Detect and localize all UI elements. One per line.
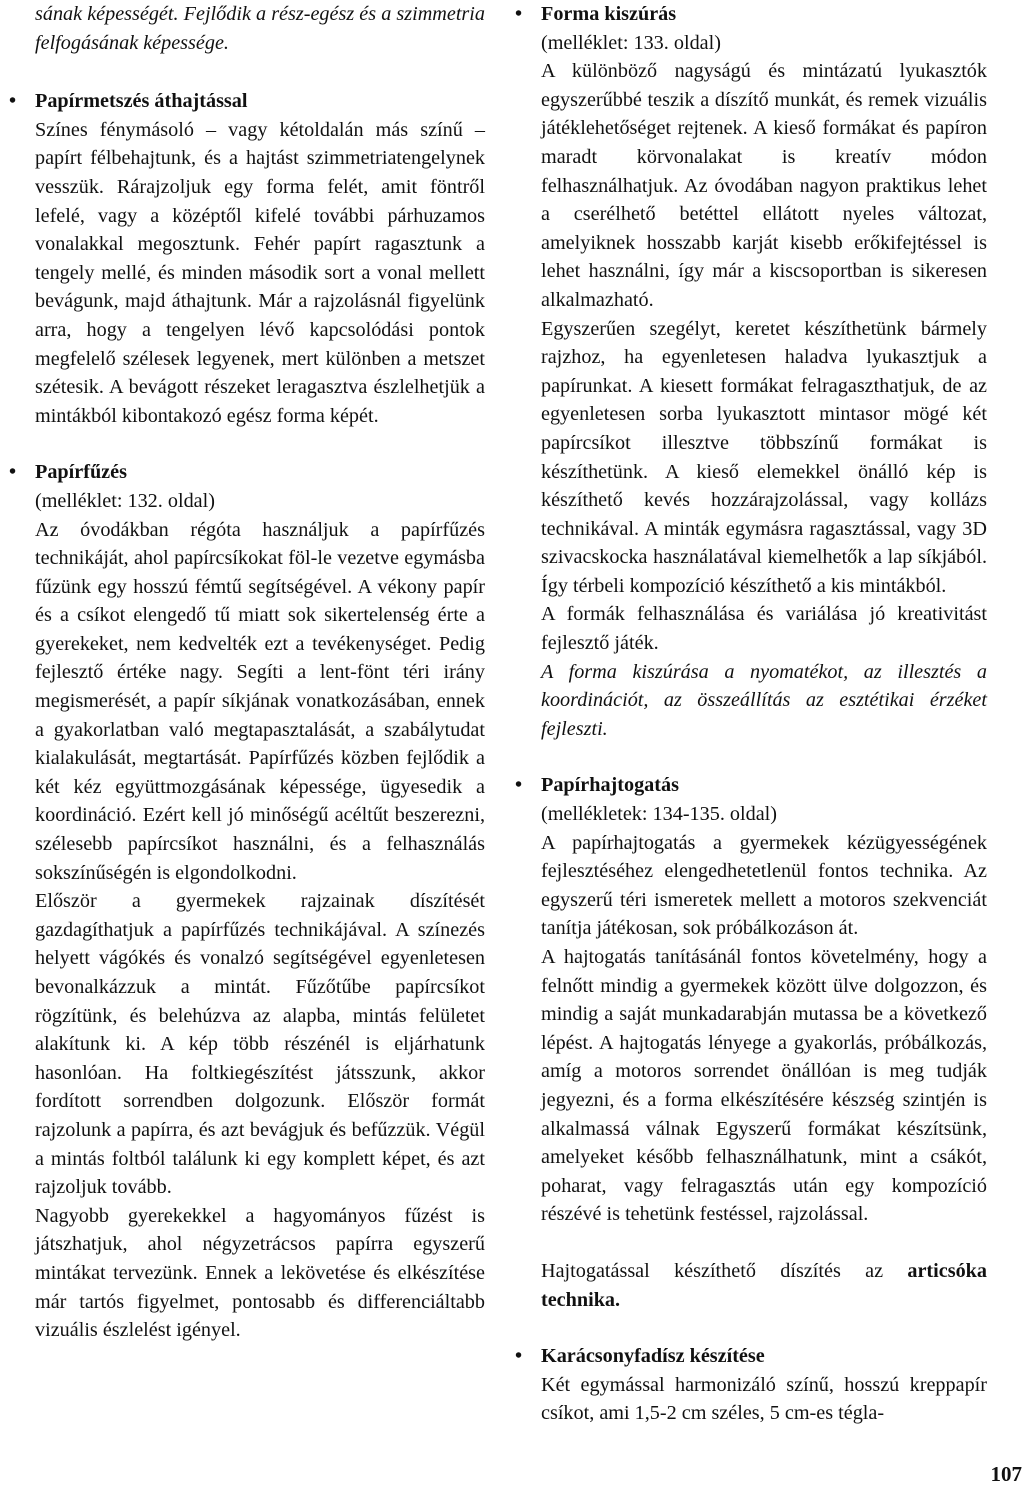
section-title-papirmetszes: Papírmetszés áthajtással [35, 90, 248, 113]
right-column [515, 0, 987, 1428]
intro-italic-text: sának képességét. Fejlődik a rész-egész és a szimmetria felfogásának képessége. [35, 3, 485, 54]
section-karacsonyfadisz [515, 1342, 987, 1428]
paragraph: Egyszerűen szegélyt, keretet készíthetünk bármely rajzhoz, ha egyenletesen haladva lyukasztjuk a papírunkat. A kiesett formákat felragaszthatjuk, de az egyenletesen sorba lyukasztott mintasor mögé két papírcsíkot illesztve többszínű formákat is készíthetünk. A kieső elemekkel önálló kép is készíthető kevés hozzárajzolással, vagy kollázs technikával. A minták egymásra ragasztással, vagy 3D szivacskocka használatával kiemelhetők a lap síkjából. Így térbeli kompozíció készíthető a kis mintákból. [541, 317, 987, 597]
paragraph: Az óvodákban régóta használjuk a papírfűzés technikáját, ahol papírcsíkokat föl-le vezetve egymásba fűzünk egy hosszú fémtű segítségével. A vékony papír és a csíkot elengedő tű miatt sok sikertelenség érte a gyerekeket, nem kedvelték ezt a tevékenységet. Pedig fejlesztő értéke nagy. Segíti a lent-fönt téri irány megismerését, a papír síkjának vonatkozásában, ennek a gyakorlatban való megtapasztalását, a szabálytudat kialakulását, megtartását. Papírfűzés közben fejlődik a két kéz együttmozgásának képessége, ügyesedik a koordináció. Ezért kell jó minőségű acéltűt beszerezni, szélesebb papírcsíkot használni, és a felhasználás sokszínűségén is elgondolkodni. [35, 518, 485, 884]
paragraph: A hajtogatás tanításánál fontos követelmény, hogy a felnőtt mindig a gyermekek között ülve dolgozzon, és mindig a saját munkadarabján mutassa be a következő lépést. A hajtogatás lényege a gyakorlás, próbálkozás, amíg a motoros sorrendet önállóan is meg tudják jegyezni, és a forma elkészítésére készség szintjén is alkalmassá válnak Egyszerű formákat készítsünk, amelyeket később felhasználhatunk, mint a csákót, poharat, vagy felragasztás után egy kompozíció részévé is tehetünk festéssel, rajzolással. [541, 946, 987, 1226]
section-body-papirmetszes: Színes fénymásoló – vagy kétoldalán más színű – papírt félbehajtunk, és a hajtást szimmetriatengelynek vesszük. Rárajzoljuk egy forma felét, amit föntről lefelé, vagy a középtől kifelé további párhuzamos vonalakkal megosztunk. Fehér papírt ragasztunk a tengely mellé, és minden második sort a vonal mellett bevágunk, majd áthajtunk. Már a rajzolásnál figyelünk arra, hogy a tengelyen lévő kapcsolódási pontok megfelelő szélesek legyenek, mert különben a metszet szétesik. A bevágott részeket leragasztva észlelhetjük a mintákból kibontakozó egész forma képét. [35, 118, 485, 427]
left-column [9, 0, 485, 1345]
italic-summary: A forma kiszúrása a nyomatékot, az illesztés a koordinációt, az összeállítás az esztétikai érzéket fejleszti. [541, 660, 987, 740]
paragraph: A különböző nagyságú és mintázatú lyukasztók egyszerűbbé teszik a díszítő munkát, és remek vizuális játéklehetőséget rejtenek. A kieső formákat és papíron maradt körvonalakat is kreatív módon felhasználhatjuk. Az óvodában nagyon praktikus lehet a cserélhető betéttel ellátott nyeles változat, amelyiknek hosszabb karját kisebb erőkifejtéssel is lehet használni, így már a kiscsoportban is sikeresen alkalmazható. [541, 60, 987, 311]
paragraph: A formák felhasználása és variálása jó kreativitást fejlesztő játék. [541, 603, 987, 655]
paragraph-articsoka [541, 1257, 987, 1314]
section-forma-kiszuras [515, 0, 987, 743]
section-title-papirhajtogatas: Papírhajtogatás [541, 774, 679, 797]
section-ref-papirhajtogatas: (mellékletek: 134-135. oldal) [541, 803, 778, 826]
section-ref-papirfuzes: (melléklet: 132. oldal) [35, 489, 215, 512]
section-title-forma-kiszuras: Forma kiszúrás [541, 3, 677, 25]
section-papirhajtogatas [515, 771, 987, 1314]
paragraph: A papírhajtogatás a gyermekek kézügyességének fejlesztéséhez elengedhetetlenül fontos technika. Az egyszerű téri ismeretek mellett a motoros szekvenciát tanítja játékosan, sok próbálkozáson át. [541, 831, 987, 940]
paragraph: Két egymással harmonizáló színű, hosszú kreppapír csíkot, ami 1,5-2 cm széles, 5 cm-es tégla- [541, 1373, 987, 1425]
bullet-icon: • [9, 90, 17, 113]
paragraph: Először a gyermekek rajzainak díszítését gazdagíthatjuk a papírfűzés technikájával. A színezés helyett vágókés és vonalzó segítségével egyenletesen bevonalkázzuk a mintát. Fűzőtűbe papírcsíkot rögzítünk, és belehúzva az alapba, mintás felületet alakítunk ki. A kép több részénél is eljárhatunk hasonlóan. Ha foltkiegészítést játsszunk, akkor fordított sorrendben dolgozunk. Először formát rajzolunk a papírra, és azt bevágjuk és befűzzük. Végül a mintás foltból találunk ki egy komplett képet, és azt rajzoljuk tovább. [35, 890, 485, 1199]
articsoka-bold: articsóka technika. [541, 1259, 987, 1311]
bullet-icon: • [515, 774, 523, 797]
paragraph: Nagyobb gyerekekkel a hagyományos fűzést is játszhatjuk, ahol négyzetrácsos papírra egyszerű mintákat tervezünk. Ennek a lekövetése és elkészítése már tartós figyelmet, pontosabb és differenciáltabb vizuális észlelést igényel. [35, 1204, 485, 1342]
bullet-icon: • [515, 3, 523, 25]
section-papirfuzes [9, 458, 485, 1344]
section-title-papirfuzes: Papírfűzés [35, 461, 127, 484]
bullet-icon: • [9, 461, 17, 484]
page-number: 107 [990, 1462, 1022, 1487]
section-papirmetszes [9, 87, 485, 430]
section-title-karacsonyfadisz: Karácsonyfadísz készítése [541, 1345, 765, 1368]
articsoka-text: Hajtogatással készíthető díszítés az [541, 1259, 908, 1282]
bullet-icon: • [515, 1345, 523, 1368]
section-ref-forma-kiszuras: (melléklet: 133. oldal) [541, 31, 721, 54]
